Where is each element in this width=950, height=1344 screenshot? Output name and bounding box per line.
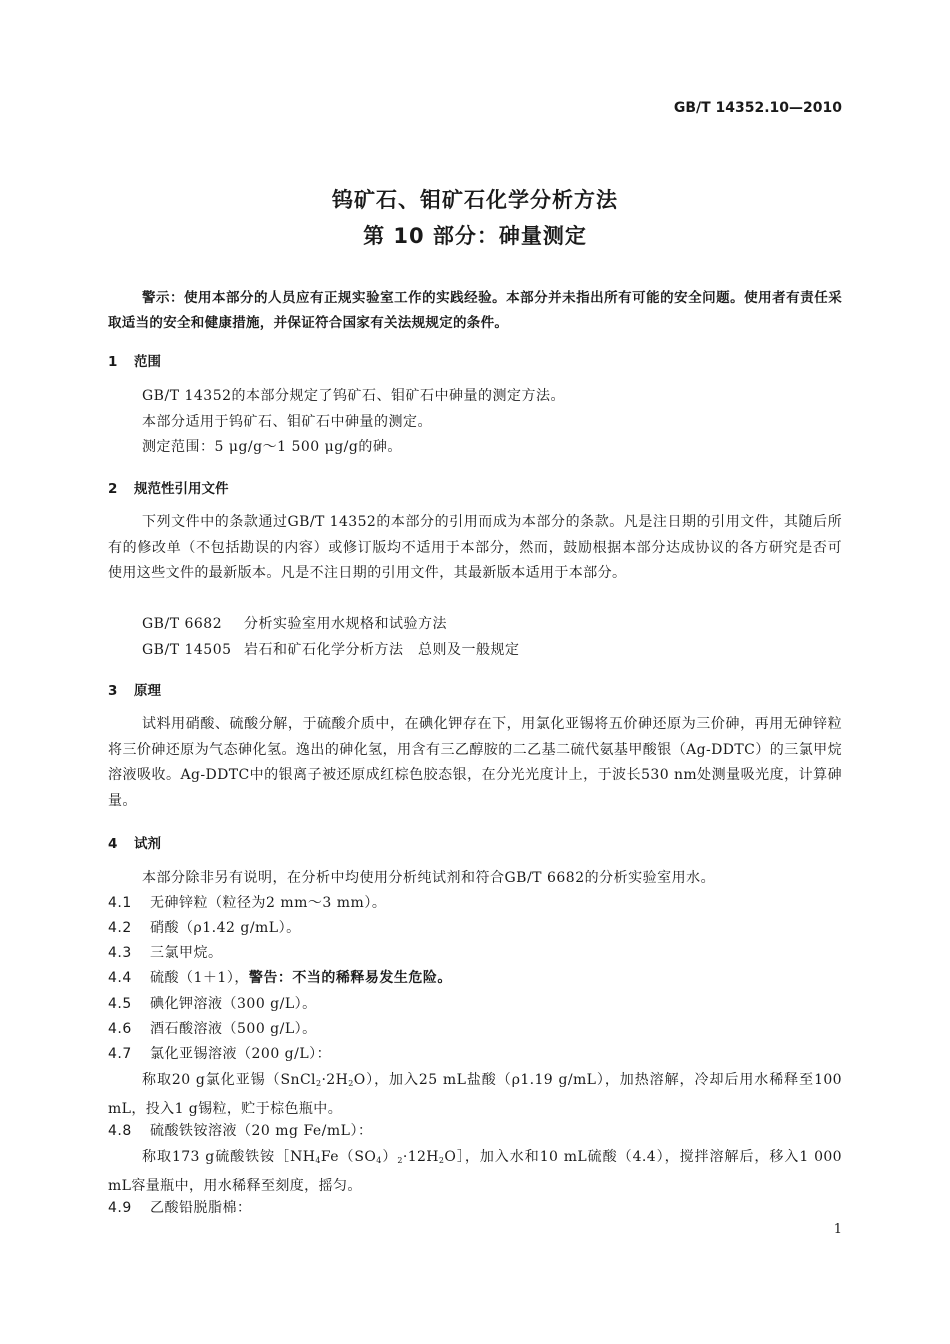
reagents-intro: 本部分除非另有说明，在分析中均使用分析纯试剂和符合GB/T 6682的分析实验室用水。 bbox=[142, 870, 716, 886]
reference-title: 岩石和矿石化学分析方法 总则及一般规定 bbox=[244, 642, 520, 658]
reagent-4-7-detail: 称取20 g氯化亚锡$(SnCl_2\cdot 2H_2O)$，加入25 mL盐酸（ρ1.19 g/mL），加热溶解，冷却后用水稀释至100 mL，投入1 g锡粒，贮于棕色瓶中。 bbox=[108, 1072, 842, 1117]
section-number: 4 bbox=[108, 836, 118, 852]
reagent-item bbox=[108, 893, 386, 913]
reagent-item bbox=[108, 943, 223, 963]
document-title-line2: 第 10 部分：砷量测定 bbox=[363, 224, 587, 248]
item-number: 4.7 bbox=[108, 1046, 132, 1062]
reagent-item bbox=[108, 1121, 372, 1141]
section-number: 2 bbox=[108, 481, 118, 497]
scope-line-2: 本部分适用于钨矿石、钼矿石中砷量的测定。 bbox=[142, 414, 432, 430]
section-3-heading bbox=[108, 679, 161, 699]
reagent-4-8-detail: 称取173 g硫酸铁铵$[NH_4Fe(SO_4)_2\cdot 12H_2O]$，加入水和10 mL硫酸（4.4），搅拌溶解后，移入1 000 mL容量瓶中，用水稀释至刻度，摇匀。 bbox=[108, 1149, 842, 1194]
item-number: 4.8 bbox=[108, 1123, 132, 1139]
section-number: 1 bbox=[108, 354, 118, 370]
item-text: 硝酸（ρ1.42 g/mL）。 bbox=[150, 920, 301, 936]
safety-warning: 警示：使用本部分的人员应有正规实验室工作的实践经验。本部分并未指出所有可能的安全问题。使用者有责任采取适当的安全和健康措施，并保证符合国家有关法规规定的条件。 bbox=[108, 290, 842, 331]
item-number: 4.6 bbox=[108, 1021, 132, 1037]
reference-item bbox=[142, 614, 447, 634]
section-title: 规范性引用文件 bbox=[134, 481, 229, 497]
section-4-heading bbox=[108, 832, 161, 852]
scope-line-3: 测定范围：5 μg/g～1 500 μg/g的砷。 bbox=[142, 439, 402, 455]
reagent-item bbox=[108, 1198, 252, 1218]
reagent-item bbox=[108, 1019, 317, 1039]
item-text: 无砷锌粒（粒径为2 mm～3 mm）。 bbox=[150, 895, 387, 911]
item-text: 硫酸铁铵溶液（20 mg Fe/mL）： bbox=[150, 1123, 373, 1139]
item-number: 4.9 bbox=[108, 1200, 132, 1216]
reagent-item bbox=[108, 994, 317, 1014]
normative-references-paragraph: 下列文件中的条款通过GB/T 14352的本部分的引用而成为本部分的条款。凡是注日期的引用文件，其随后所有的修改单（不包括勘误的内容）或修订版均不适用于本部分，然而，鼓励根据本部分达成协议的各方研究是否可使用这些文件的最新版本。凡是不注日期的引用文件，其最新版本适用于本部分。 bbox=[108, 514, 842, 581]
item-number: 4.4 bbox=[108, 970, 132, 986]
item-number: 4.2 bbox=[108, 920, 132, 936]
document-title-line1: 钨矿石、钼矿石化学分析方法 bbox=[332, 188, 618, 212]
section-title: 原理 bbox=[134, 683, 161, 699]
principle-paragraph: 试料用硝酸、硫酸分解，于硫酸介质中，在碘化钾存在下，用氯化亚锡将五价砷还原为三价砷，再用无砷锌粒将三价砷还原为气态砷化氢。逸出的砷化氢，用含有三乙醇胺的二乙基二硫代氨基甲酸银（Ag-DDTC）的三氯甲烷溶液吸收。Ag-DDTC中的银离子被还原成红棕色胶态银，在分光光度计上，于波长530 nm处测量吸光度，计算砷量。 bbox=[108, 716, 842, 809]
reagent-item bbox=[108, 1044, 331, 1064]
section-2-heading bbox=[108, 477, 229, 497]
reference-code: GB/T 14505 bbox=[142, 642, 232, 658]
reference-code: GB/T 6682 bbox=[142, 616, 223, 632]
item-text: 乙酸铅脱脂棉： bbox=[150, 1200, 252, 1216]
reagent-item bbox=[108, 968, 452, 988]
section-number: 3 bbox=[108, 683, 118, 699]
standard-code: GB/T 14352.10—2010 bbox=[673, 100, 842, 116]
page-number: 1 bbox=[833, 1222, 842, 1237]
item-text: 硫酸（1＋1）， bbox=[150, 970, 249, 986]
reagent-item bbox=[108, 918, 301, 938]
section-title: 范围 bbox=[134, 354, 161, 370]
scope-line-1: GB/T 14352的本部分规定了钨矿石、钼矿石中砷量的测定方法。 bbox=[142, 388, 566, 404]
item-text: 氯化亚锡溶液（200 g/L）： bbox=[150, 1046, 332, 1062]
item-number: 4.3 bbox=[108, 945, 132, 961]
section-title: 试剂 bbox=[134, 836, 161, 852]
item-number: 4.5 bbox=[108, 996, 132, 1012]
item-text: 酒石酸溶液（500 g/L）。 bbox=[150, 1021, 317, 1037]
reference-item bbox=[142, 640, 520, 660]
item-text: 碘化钾溶液（300 g/L）。 bbox=[150, 996, 317, 1012]
section-1-heading bbox=[108, 350, 161, 370]
item-number: 4.1 bbox=[108, 895, 132, 911]
item-warning: 警告：不当的稀释易发生危险。 bbox=[248, 970, 452, 986]
reference-title: 分析实验室用水规格和试验方法 bbox=[244, 616, 447, 632]
item-text: 三氯甲烷。 bbox=[150, 945, 223, 961]
